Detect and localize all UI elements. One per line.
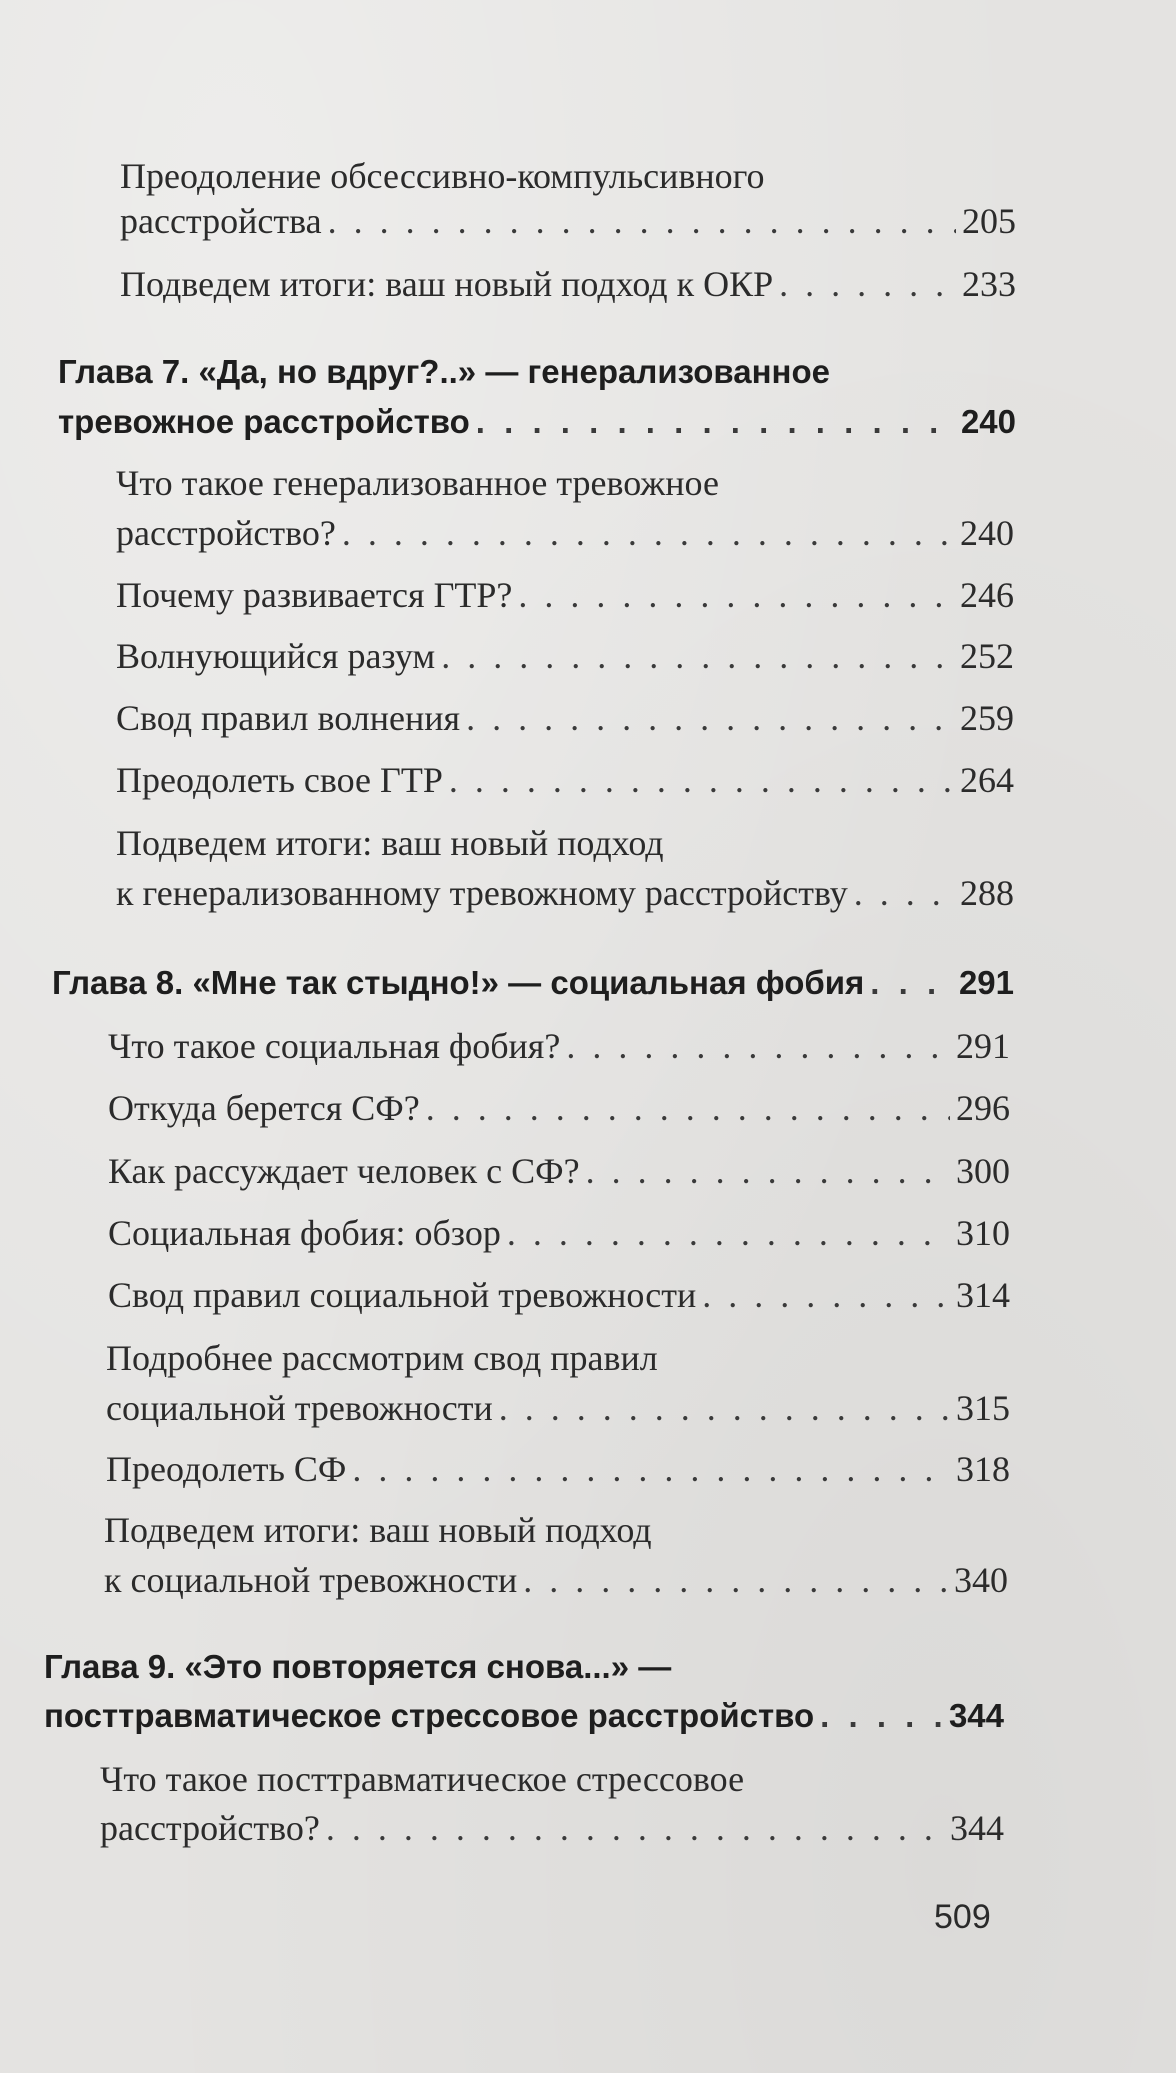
toc-section-title-line1: Подробнее рассмотрим свод правил xyxy=(106,1338,658,1378)
page-ref: 252 xyxy=(960,636,1014,676)
toc-entry[interactable] xyxy=(116,762,1014,798)
page-ref: 205 xyxy=(962,201,1016,241)
toc-section-title: Как рассуждает человек с СФ? xyxy=(108,1151,580,1191)
toc-section-title: Свод правил социальной тревожности xyxy=(108,1275,697,1315)
toc-section-title-line2: расстройства xyxy=(120,201,322,241)
toc-section-title: Преодолеть СФ xyxy=(106,1449,347,1489)
page-ref: 296 xyxy=(956,1088,1010,1128)
toc-chapter-title-line1: Глава 7. «Да, но вдруг?..» — генерализованное xyxy=(58,353,830,390)
toc-chapter-title-line1: Глава 9. «Это повторяется снова...» — xyxy=(44,1648,672,1685)
toc-chapter-title: Глава 8. «Мне так стыдно!» — социальная фобия xyxy=(52,964,865,1001)
toc-section-title: Почему развивается ГТР? xyxy=(116,575,513,615)
page-ref: 291 xyxy=(958,964,1014,1001)
page-ref: 340 xyxy=(954,1560,1008,1600)
toc-section-title: Социальная фобия: обзор xyxy=(108,1213,501,1253)
dot-leader xyxy=(441,638,954,674)
toc-chapter-entry[interactable] xyxy=(52,966,1014,999)
dot-leader xyxy=(352,1451,950,1487)
toc-section-title: Преодолеть свое ГТР xyxy=(116,760,443,800)
dot-leader xyxy=(426,1090,950,1126)
page-ref: 314 xyxy=(956,1275,1010,1315)
toc-entry[interactable] xyxy=(108,1028,1010,1064)
toc-entry[interactable] xyxy=(106,1390,1010,1426)
page-number: 509 xyxy=(934,1898,991,1936)
toc-entry[interactable] xyxy=(116,577,1014,613)
toc-entry[interactable] xyxy=(108,1215,1010,1251)
toc-section-title-line2: расстройство? xyxy=(100,1808,320,1848)
toc-entry[interactable] xyxy=(120,266,1016,302)
page-ref: 310 xyxy=(956,1213,1010,1253)
dot-leader xyxy=(499,1390,950,1426)
page-ref: 288 xyxy=(960,873,1014,913)
toc-section-title-line1: Подведем итоги: ваш новый подход xyxy=(116,823,664,863)
toc-entry[interactable] xyxy=(120,203,1016,239)
page-ref: 240 xyxy=(960,403,1016,440)
dot-leader xyxy=(870,966,953,999)
toc-section-title-line1: Что такое генерализованное тревожное xyxy=(116,463,719,503)
toc-entry[interactable] xyxy=(108,1277,1010,1313)
dot-leader xyxy=(566,1028,950,1064)
toc-entry[interactable] xyxy=(108,1153,1010,1189)
toc-section-title: Волнующийся разум xyxy=(116,636,436,676)
toc-section-title-line1: Преодоление обсессивно-компульсивного xyxy=(120,156,765,196)
toc-section-title-line2: к генерализованному тревожному расстройству xyxy=(116,873,848,913)
toc-section-title-line1: Что такое посттравматическое стрессовое xyxy=(100,1759,745,1799)
dot-leader xyxy=(523,1562,948,1598)
dot-leader xyxy=(586,1153,950,1189)
page-ref: 315 xyxy=(956,1388,1010,1428)
toc-section-title: Что такое социальная фобия? xyxy=(108,1026,561,1066)
toc-chapter-entry[interactable] xyxy=(44,1699,1004,1732)
dot-leader xyxy=(342,515,954,551)
toc-chapter-entry[interactable] xyxy=(58,405,1016,438)
toc-section-title-line2: к социальной тревожности xyxy=(104,1560,518,1600)
toc-entry[interactable] xyxy=(116,638,1014,674)
toc-entry[interactable] xyxy=(116,700,1014,736)
dot-leader xyxy=(702,1277,950,1313)
toc-section-title-line1: Подведем итоги: ваш новый подход xyxy=(104,1510,652,1550)
page-ref: 246 xyxy=(960,575,1014,615)
toc-entry[interactable] xyxy=(116,515,1014,551)
toc-section-title-line2: социальной тревожности xyxy=(106,1388,493,1428)
page-ref: 240 xyxy=(960,513,1014,553)
toc-entry[interactable] xyxy=(116,875,1014,911)
toc-section-title: Подведем итоги: ваш новый подход к ОКР xyxy=(120,264,774,304)
page-ref: 344 xyxy=(948,1697,1004,1734)
dot-leader xyxy=(779,266,956,302)
toc-entry[interactable] xyxy=(108,1090,1010,1126)
dot-leader xyxy=(854,875,954,911)
page-ref: 291 xyxy=(956,1026,1010,1066)
toc-section-title: Откуда берется СФ? xyxy=(108,1088,420,1128)
page-ref: 300 xyxy=(956,1151,1010,1191)
dot-leader xyxy=(466,700,954,736)
toc-entry[interactable] xyxy=(104,1562,1008,1598)
page-ref: 233 xyxy=(962,264,1016,304)
dot-leader xyxy=(449,762,954,798)
page-ref: 259 xyxy=(960,698,1014,738)
page-ref: 264 xyxy=(960,760,1014,800)
dot-leader xyxy=(476,405,955,438)
dot-leader xyxy=(507,1215,950,1251)
toc-section-title-line2: расстройство? xyxy=(116,513,336,553)
dot-leader xyxy=(518,577,954,613)
toc-section-title: Свод правил волнения xyxy=(116,698,461,738)
dot-leader xyxy=(820,1699,943,1732)
toc-entry[interactable] xyxy=(100,1810,1004,1846)
toc-entry[interactable] xyxy=(106,1451,1010,1487)
page-ref: 344 xyxy=(950,1808,1004,1848)
dot-leader xyxy=(326,1810,944,1846)
page-ref: 318 xyxy=(956,1449,1010,1489)
dot-leader xyxy=(328,203,956,239)
toc-chapter-title-line2: тревожное расстройство xyxy=(58,403,470,440)
toc-chapter-title-line2: посттравматическое стрессовое расстройство xyxy=(44,1697,815,1734)
